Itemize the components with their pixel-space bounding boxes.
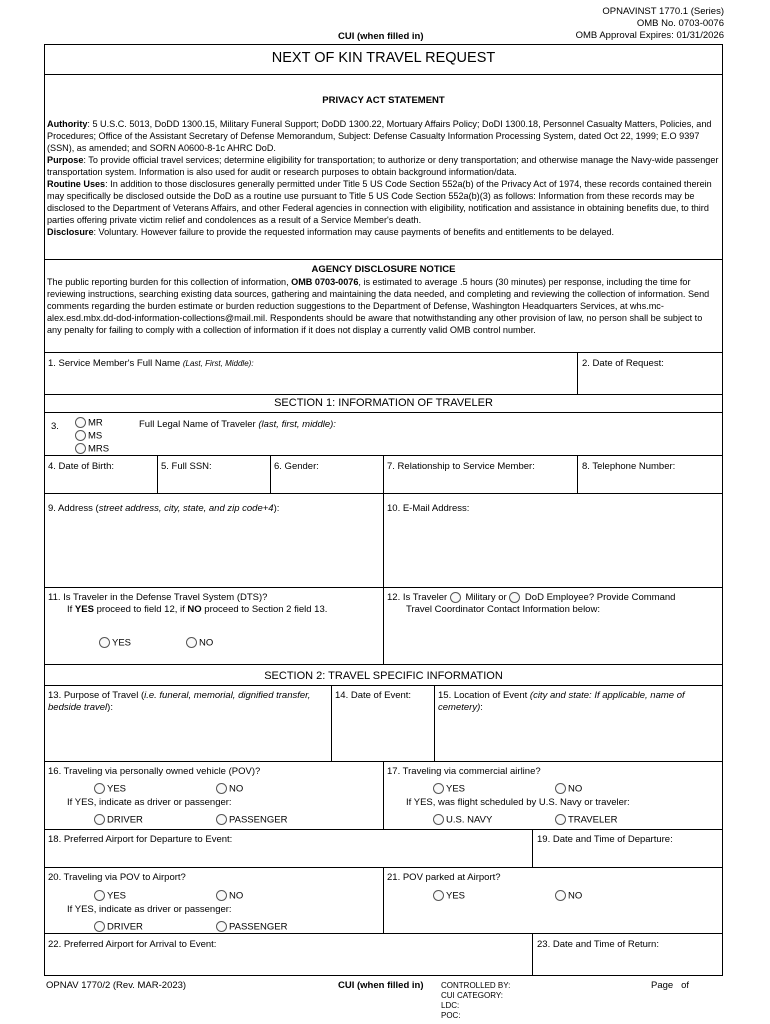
field-12-label: 12. Is Traveler Military or DoD Employee? Provide Command Travel Coordinator Contact Information below:: [387, 592, 676, 616]
purpose-of-travel-input[interactable]: [46, 718, 328, 758]
title-radio-group: [75, 414, 109, 453]
radio-icon[interactable]: [186, 637, 197, 648]
date-of-birth-input[interactable]: [46, 474, 154, 491]
section-2-heading: SECTION 2: TRAVEL SPECIFIC INFORMATION: [264, 670, 503, 682]
cui-footer: CUI (when filled in): [338, 980, 424, 991]
pov-no-option[interactable]: NO: [216, 780, 243, 798]
field-15-label: 15. Location of Event (city and state: If applicable, name of cemetery):: [438, 690, 685, 713]
field-5-label: 5. Full SSN:: [161, 461, 212, 472]
radio-icon[interactable]: [433, 890, 444, 901]
authority-label: Authority: [47, 119, 88, 129]
field-14-label: 14. Date of Event:: [335, 690, 412, 701]
field-17-sub-label: If YES, was flight scheduled by U.S. Navy or traveler:: [406, 797, 630, 808]
field-2-label: 2. Date of Request:: [582, 358, 664, 369]
military-radio[interactable]: [450, 592, 461, 603]
radio-icon[interactable]: [216, 921, 227, 932]
privacy-statement: [47, 118, 719, 238]
title-option-mrs[interactable]: MRS: [75, 440, 109, 453]
pov-airport-passenger-option[interactable]: PASSENGER: [216, 918, 287, 936]
radio-icon[interactable]: [555, 783, 566, 794]
departure-datetime-input[interactable]: [534, 847, 720, 865]
authority-text: : 5 U.S.C. 5013, DoDD 1300.15, Military Funeral Support; DoDD 1300.22, Mortuary Affairs Policy; DoDI 1300.18, Personnel Casualty Matters, Policies, and Procedures; Office of the Assistant Secretary of Defense Memorandum, Subject: Defense Casualty Information Processing System, dated Oct 22, 1999; E.O 9397 (SSN), as amended; and SORN A0600-8-1c AHRC DoD.: [47, 119, 712, 153]
parked-yes-option[interactable]: YES: [433, 887, 465, 905]
radio-icon[interactable]: [433, 814, 444, 825]
page-number: Page of: [651, 980, 690, 991]
return-datetime-input[interactable]: [534, 953, 720, 973]
instruction-number: OPNAVINST 1770.1 (Series): [602, 6, 724, 17]
field-17-label: 17. Traveling via commercial airline?: [387, 766, 541, 777]
field-9-label: 9. Address (street address, city, state, and zip code+4):: [48, 503, 280, 514]
flight-usnavy-option[interactable]: U.S. NAVY: [433, 811, 492, 829]
radio-icon[interactable]: [94, 814, 105, 825]
form-number: OPNAV 1770/2 (Rev. MAR-2023): [46, 980, 187, 991]
section-1-heading: SECTION 1: INFORMATION OF TRAVELER: [274, 397, 493, 409]
radio-icon[interactable]: [94, 783, 105, 794]
agency-heading: AGENCY DISCLOSURE NOTICE: [311, 264, 456, 275]
field-1-label: 1. Service Member's Full Name (Last, First, Middle):: [48, 358, 254, 369]
radio-icon[interactable]: [99, 637, 110, 648]
radio-icon[interactable]: [433, 783, 444, 794]
airline-yes-option[interactable]: YES: [433, 780, 465, 798]
field-6-label: 6. Gender:: [274, 461, 319, 472]
date-of-request-input[interactable]: [579, 372, 720, 392]
arrival-airport-input[interactable]: [46, 953, 529, 973]
address-input[interactable]: [46, 518, 380, 584]
field-4-label: 4. Date of Birth:: [48, 461, 115, 472]
field-8-label: 8. Telephone Number:: [582, 461, 676, 472]
omb-number: OMB No. 0703-0076: [636, 18, 724, 29]
cui-designation-block: CONTROLLED BY: CUI CATEGORY: LDC: POC:: [441, 981, 511, 1020]
field-21-label: 21. POV parked at Airport?: [387, 872, 501, 883]
cui-header: CUI (when filled in): [338, 31, 424, 42]
pov-driver-option[interactable]: DRIVER: [94, 811, 143, 829]
omb-expiration: OMB Approval Expires: 01/31/2026: [575, 30, 724, 41]
pov-airport-no-option[interactable]: NO: [216, 887, 243, 905]
disclosure-text: : Voluntary. However failure to provide the requested information may cause payments of benefits and entitlements to be delayed.: [93, 227, 614, 237]
routine-uses-text: : In addition to those disclosures generally permitted under Title 5 US Code Section 552a(b) of the Privacy Act of 1974, these records contained therein may specifically be disclosed outside the DoD as a routine use pursuant to Title 5 US Code Section 552a(b)(3) as follows: Information from these records may be disclosed to the Department of Veterans Affairs, and other Federal agencies in connection with eligibility, notification and assistance in obtaining benefits due, to third parties offering private victim relief and condolences as a result of a Service Member's death.: [47, 179, 712, 225]
agency-notice: The public reporting burden for this collection of information, OMB 0703-0076, is estimated to average .5 hours (30 minutes) per response, including the time for reviewing instructions, searching existing data sources, gathering and maintaining the data needed, and completing and reviewing the collection of information. Send comments regarding the burden estimate or burden reduction suggestions to the Department of Defense, Washington Headquarters Services, at whs.mc-alex.esd.mbx.dd-dod-information-collections@mail.mil. Respondents should be aware that notwithstanding any other provision of law, no person shall be subject to any penalty for failing to comply with a collection of information if it does not display a currently valid OMB control number.: [47, 277, 710, 335]
radio-icon[interactable]: [94, 921, 105, 932]
radio-icon[interactable]: [75, 443, 86, 454]
service-member-name-input[interactable]: [46, 372, 574, 392]
field-16-label: 16. Traveling via personally owned vehicle (POV)?: [48, 766, 261, 777]
pov-passenger-option[interactable]: PASSENGER: [216, 811, 287, 829]
field-23-label: 23. Date and Time of Return:: [537, 939, 659, 950]
title-option-ms[interactable]: MS: [75, 427, 109, 440]
radio-icon[interactable]: [216, 814, 227, 825]
routine-uses-label: Routine Uses: [47, 179, 106, 189]
radio-icon[interactable]: [94, 890, 105, 901]
disclosure-label: Disclosure: [47, 227, 94, 237]
radio-icon[interactable]: [555, 890, 566, 901]
field-3-number: 3.: [51, 421, 59, 432]
travel-coordinator-input[interactable]: [385, 620, 720, 662]
form-header-meta: [576, 6, 724, 42]
field-20-label: 20. Traveling via POV to Airport?: [48, 872, 186, 883]
title-option-mr[interactable]: MR: [75, 414, 109, 427]
radio-icon[interactable]: [216, 783, 227, 794]
dts-no-option[interactable]: NO: [186, 634, 213, 652]
privacy-heading: PRIVACY ACT STATEMENT: [322, 95, 445, 106]
gender-input[interactable]: [272, 474, 380, 491]
purpose-label: Purpose: [47, 155, 84, 165]
date-of-event-input[interactable]: [333, 718, 431, 758]
omb-control-number: OMB 0703-0076: [291, 277, 359, 287]
field-22-label: 22. Preferred Airport for Arrival to Event:: [48, 939, 217, 950]
radio-icon[interactable]: [216, 890, 227, 901]
dts-yes-option[interactable]: YES: [99, 634, 131, 652]
purpose-text: : To provide official travel services; determine eligibility for transportation; to authorize or deny transportation; and otherwise manage the Navy-wide passenger transportation system. Information is also used for audit or research purposes to obtain background information/data.: [47, 155, 719, 177]
relationship-input[interactable]: [385, 474, 574, 491]
pov-airport-driver-option[interactable]: DRIVER: [94, 918, 143, 936]
field-7-label: 7. Relationship to Service Member:: [387, 461, 535, 472]
telephone-input[interactable]: [579, 474, 720, 491]
field-19-label: 19. Date and Time of Departure:: [537, 834, 673, 845]
email-input[interactable]: [385, 518, 720, 584]
airline-no-option[interactable]: NO: [555, 780, 582, 798]
departure-airport-input[interactable]: [46, 847, 529, 865]
traveler-name-input[interactable]: [139, 432, 719, 452]
location-of-event-input[interactable]: [436, 718, 720, 758]
field-10-label: 10. E-Mail Address:: [387, 503, 470, 514]
field-11-label: 11. Is Traveler in the Defense Travel System (DTS)? If YES proceed to field 12, if NO proceed to Section 2 field 13.: [48, 592, 328, 615]
field-20-sub-label: If YES, indicate as driver or passenger:: [67, 904, 232, 915]
field-13-label: 13. Purpose of Travel (i.e. funeral, memorial, dignified transfer, bedside travel):: [48, 690, 311, 713]
ssn-input[interactable]: [159, 474, 267, 491]
parked-no-option[interactable]: NO: [555, 887, 582, 905]
pov-airport-yes-option[interactable]: YES: [94, 887, 126, 905]
field-18-label: 18. Preferred Airport for Departure to Event:: [48, 834, 233, 845]
pov-yes-option[interactable]: YES: [94, 780, 126, 798]
radio-icon[interactable]: [555, 814, 566, 825]
form-title: NEXT OF KIN TRAVEL REQUEST: [271, 50, 496, 66]
dod-employee-radio[interactable]: [509, 592, 520, 603]
field-3-label: Full Legal Name of Traveler (last, first, middle):: [139, 419, 336, 430]
field-16-sub-label: If YES, indicate as driver or passenger:: [67, 797, 232, 808]
flight-traveler-option[interactable]: TRAVELER: [555, 811, 617, 829]
